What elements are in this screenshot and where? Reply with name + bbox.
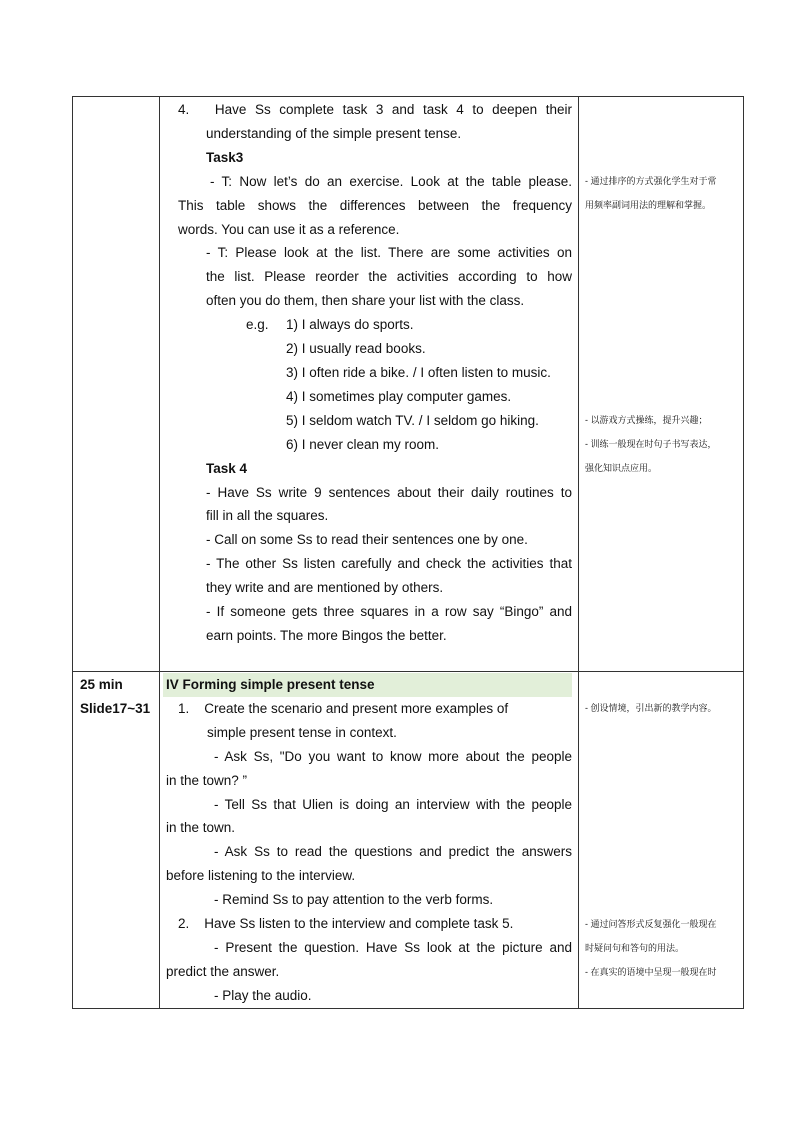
example-item: 4) I sometimes play computer games.: [286, 388, 512, 404]
text-line: - The other Ss listen carefully and check the activities that: [206, 556, 572, 572]
example-item: 6) I never clean my room.: [286, 436, 440, 452]
text-line: - Tell Ss that Ulien is doing an interview with the people: [214, 796, 572, 812]
text-line: they write and are mentioned by others.: [206, 580, 444, 596]
text-line: words. You can use it as a reference.: [178, 221, 400, 237]
text-line: - Ask Ss to read the questions and predict the answers: [214, 844, 572, 860]
note-line: - 创设情境，引出新的教学内容。: [585, 703, 717, 713]
slides-label: Slide17~31: [80, 700, 151, 716]
note-line: - 通过排序的方式强化学生对于常: [585, 176, 717, 186]
text-line: predict the answer.: [166, 963, 280, 979]
table-row: [73, 672, 744, 1009]
time-cell-empty: [73, 97, 160, 672]
text-line: - Present the question. Have Ss look at the picture and: [214, 939, 572, 955]
step-4-line: 4. Have Ss complete task 3 and task 4 to deepen their: [178, 102, 572, 117]
notes-cell: [579, 97, 744, 672]
note-line: 强化知识点应用。: [585, 463, 658, 473]
eg-label: e.g.: [246, 317, 269, 333]
text-line: earn points. The more Bingos the better.: [206, 627, 447, 643]
text-line: - Have Ss write 9 sentences about their daily routines to: [206, 484, 572, 500]
text-line: - Call on some Ss to read their sentences one by one.: [206, 532, 528, 548]
text-line: understanding of the simple present tense.: [206, 125, 462, 141]
text-line: before listening to the interview.: [166, 868, 356, 884]
step-1-line: 1. Create the scenario and present more examples of: [178, 700, 509, 716]
text-line: in the town.: [166, 820, 236, 836]
procedure-cell: [160, 97, 579, 672]
text-line: This table shows the differences between the frequency: [178, 197, 572, 213]
text-line: often you do them, then share your list with the class.: [206, 293, 525, 309]
example-item: 3) I often ride a bike. / I often listen to music.: [286, 364, 551, 380]
time-cell: [73, 672, 160, 1009]
text-line: - Ask Ss, "Do you want to know more about the people: [214, 748, 572, 764]
text-line: - Remind Ss to pay attention to the verb forms.: [214, 892, 494, 908]
task3-heading: Task3: [206, 149, 244, 165]
text-line: - Play the audio.: [214, 987, 312, 1003]
text-line: - T: Now let’s do an exercise. Look at the table please.: [210, 173, 572, 189]
step-2-line: 2. Have Ss listen to the interview and complete task 5.: [178, 916, 514, 932]
note-line: - 通过问答形式反复强化一般现在: [585, 919, 717, 929]
note-line: 用频率副词用法的理解和掌握。: [585, 200, 712, 210]
note-line: 时疑问句和答句的用法。: [585, 943, 685, 953]
example-item: 5) I seldom watch TV. / I seldom go hiking.: [286, 412, 539, 428]
note-line: - 在真实的语境中呈现一般现在时: [585, 967, 717, 977]
text-line: the list. Please reorder the activities according to how: [206, 269, 572, 285]
duration-label: 25 min: [80, 677, 123, 692]
lesson-plan-table: [72, 96, 744, 1009]
text-line: fill in all the squares.: [206, 508, 329, 524]
example-row-1: [246, 313, 578, 337]
table-row: [73, 97, 744, 672]
note-line: - 以游戏方式操练，提升兴趣；: [585, 415, 708, 425]
example-item: 2) I usually read books.: [286, 341, 426, 357]
text-line: - T: Please look at the list. There are some activities on: [206, 245, 572, 261]
example-item: 1) I always do sports.: [286, 317, 414, 333]
task4-heading: Task 4: [206, 460, 248, 476]
procedure-cell: [160, 672, 579, 1009]
notes-cell: [579, 672, 744, 1009]
note-line: - 训练一般现在时句子书写表达，: [585, 439, 717, 449]
text-line: - If someone gets three squares in a row say “Bingo” and: [206, 604, 572, 620]
section-heading: IV Forming simple present tense: [163, 673, 572, 697]
text-line: in the town? ”: [166, 772, 248, 788]
text-line: simple present tense in context.: [207, 724, 397, 740]
